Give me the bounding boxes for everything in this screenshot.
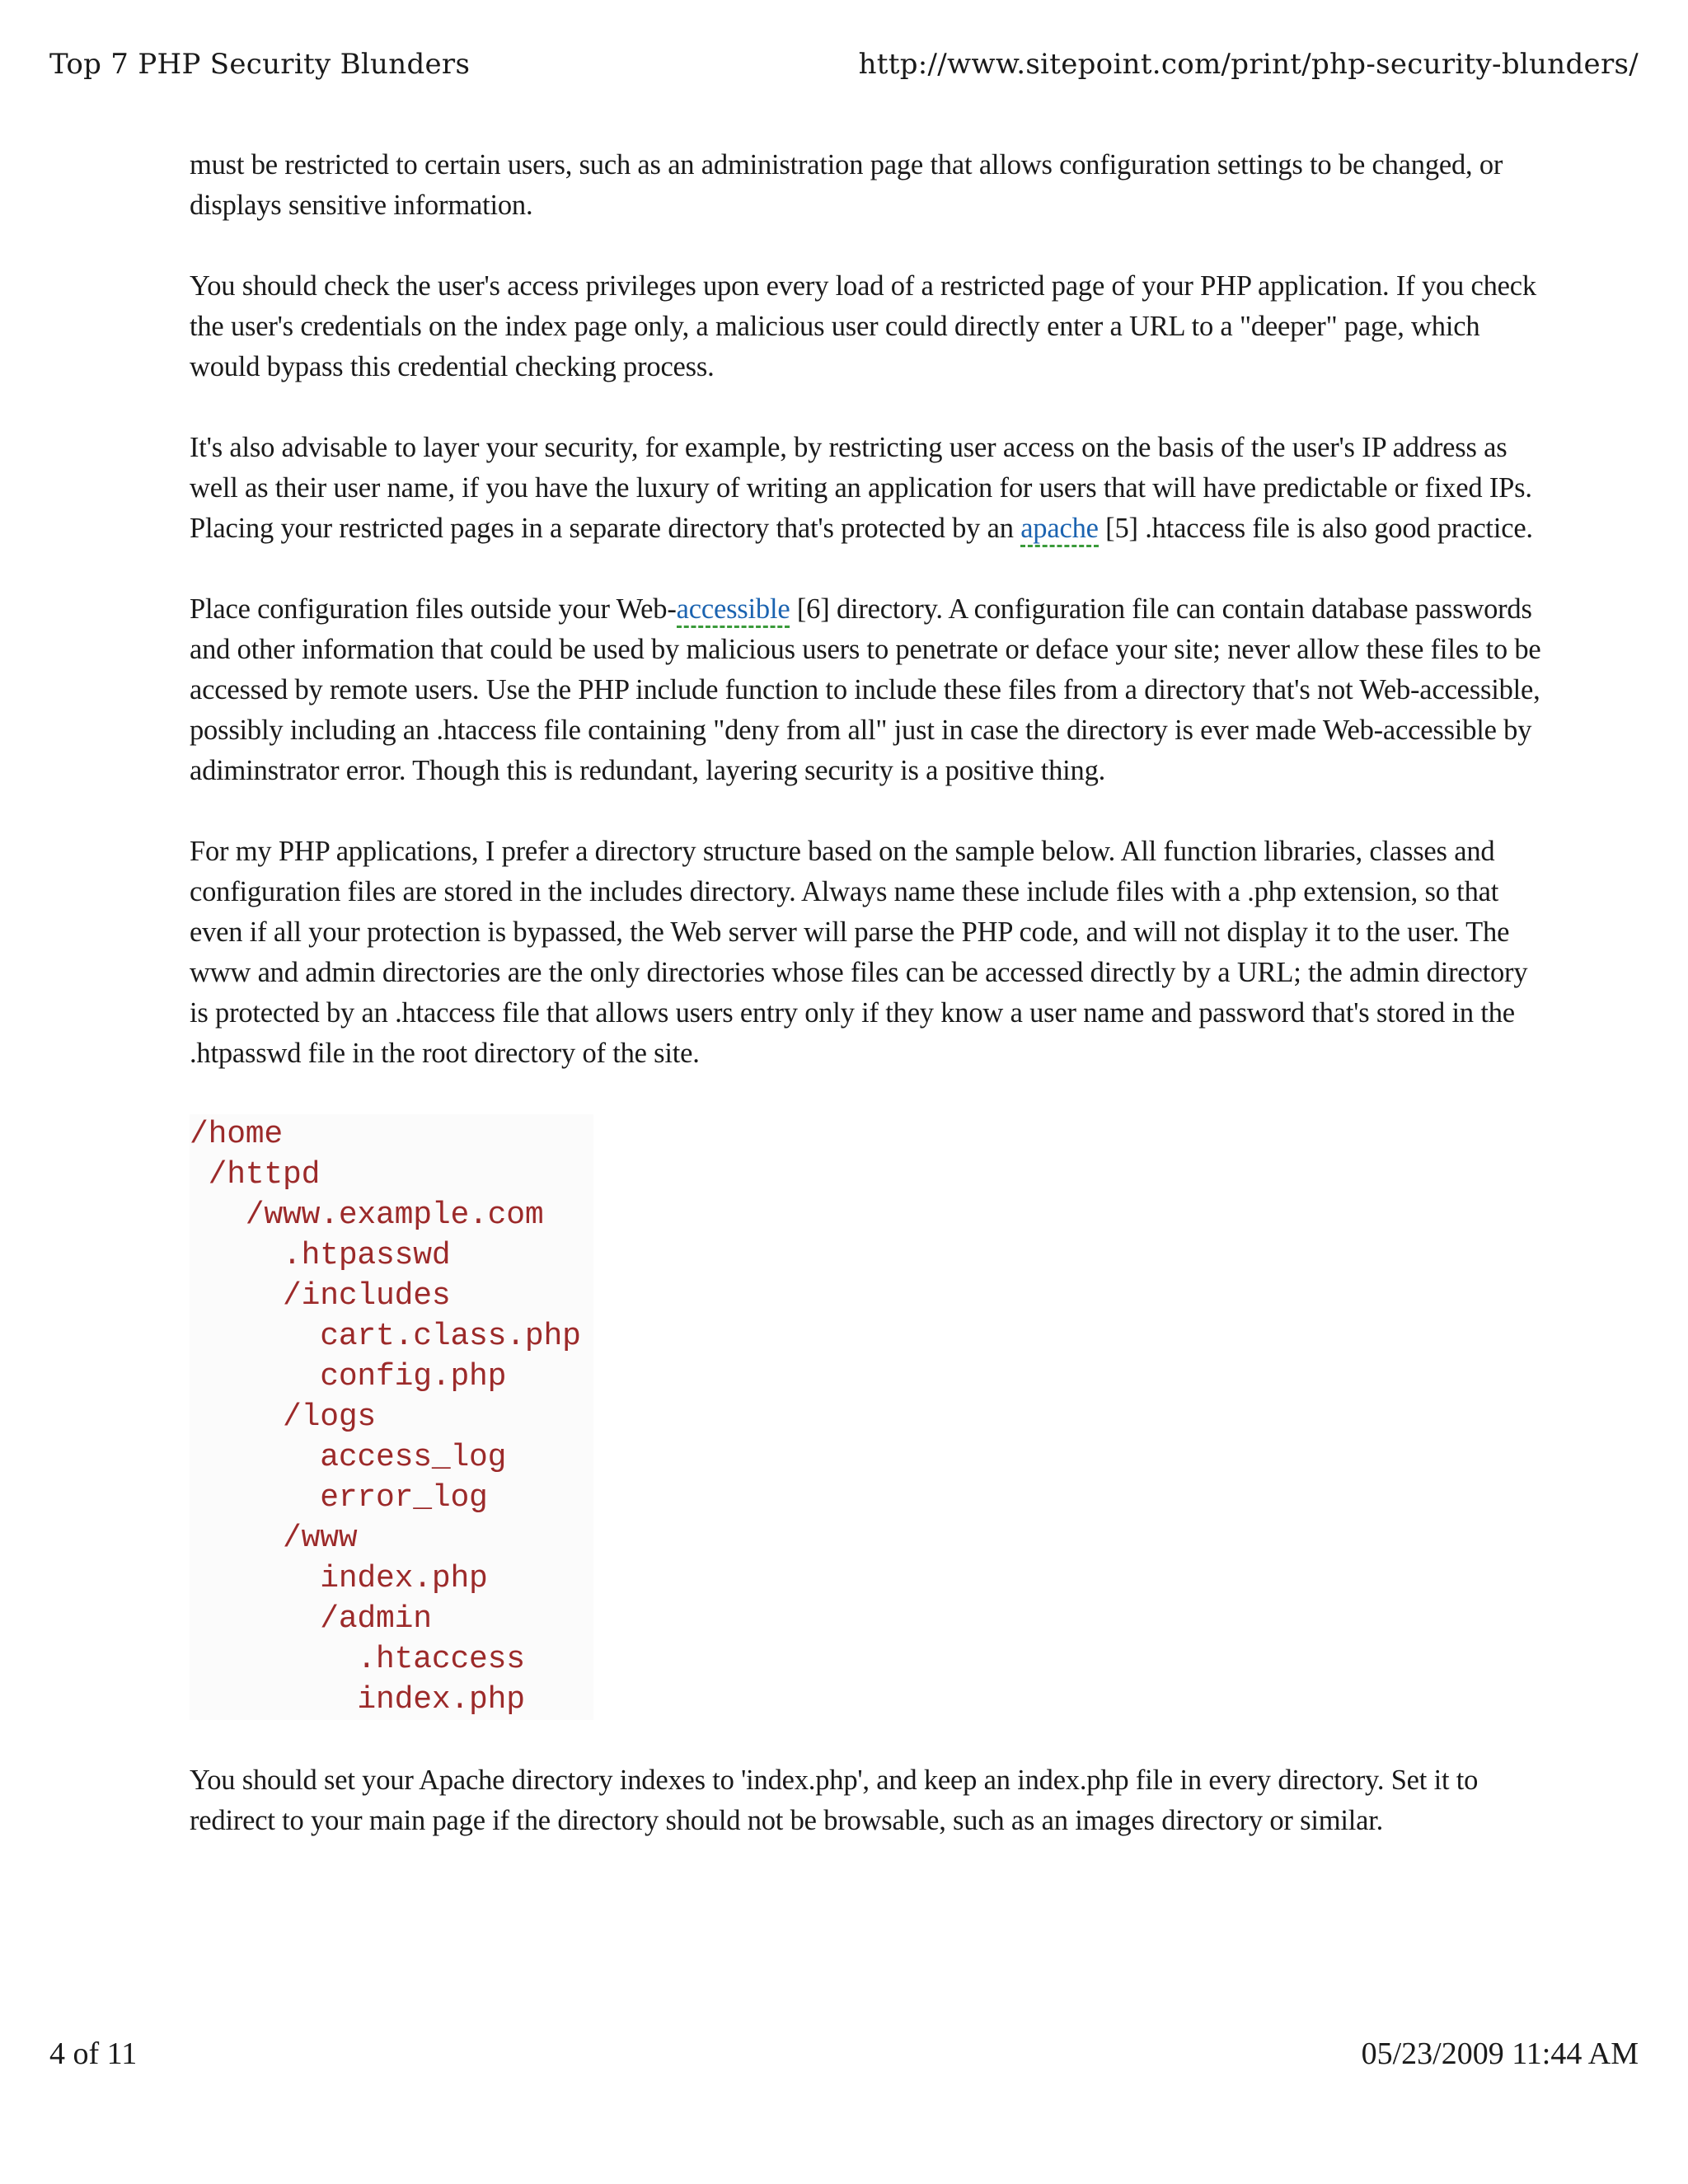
code-line: /includes [190,1278,451,1314]
code-line: error_log [190,1480,488,1516]
print-footer [49,2036,1639,2072]
code-line: /www [190,1521,358,1556]
paragraph-directory-indexes: You should set your Apache directory indexes to 'index.php', and keep an index.php file in every directory. Set it to redirect to your main page if the directory should not be browsable, such as an images directory or similar. [190,1765,1479,1836]
paragraph-text: [6] directory. A configuration file can contain database passwords and other information that could be used by malicious users to penetrate or deface your site; never allow these files to be accessed by remote users. Use the PHP include function to include these files from a directory that's not Web-accessible, possibly including an .htaccess file containing "deny from all" just in case the directory is ever made Web-accessible by adiminstrator error. Though this is redundant, layering security is a positive thing. [190,593,1541,786]
paragraph-check-privileges: You should check the user's access privileges upon every load of a restricted page of your PHP application. If you check the user's credentials on the index page only, a malicious user could directly enter a URL to a "deeper" page, which would bypass this credential checking process. [190,270,1536,382]
paragraph-directory-structure: For my PHP applications, I prefer a directory structure based on the sample below. All function libraries, classes and configuration files are stored in the includes directory. Always name these include files with a .php extension, so that even if all your protection is bypassed, the Web server will parse the PHP code, and will not display it to the user. The www and admin directories are the only directories whose files can be accessed directly by a URL; the admin directory is protected by an .htaccess file that allows users entry only if they know a user name and password that's stored in the .htpasswd file in the root directory of the site. [190,836,1528,1069]
code-line: config.php [190,1359,507,1394]
code-line: /logs [190,1399,377,1435]
code-line: .htaccess [190,1642,525,1677]
paragraph-config-files [190,589,1541,791]
directory-tree-code [190,1114,1541,1720]
paragraph-text: Place configuration files outside your Web- [190,593,677,625]
code-line: .htpasswd [190,1238,451,1273]
code-line: /home [190,1117,284,1152]
code-line: cart.class.php [190,1319,581,1354]
article-body [190,145,1541,1841]
paragraph-restricted-users: must be restricted to certain users, such as an administration page that allows configuration settings to be changed, or displays sensitive information. [190,149,1503,221]
page-number: 4 of 11 [49,2036,138,2071]
paragraph-layer-security [190,428,1541,549]
apache-link[interactable]: apache [1020,513,1099,547]
code-line: /www.example.com [190,1197,544,1233]
print-datetime: 05/23/2009 11:44 AM [1361,2036,1639,2071]
accessible-link[interactable]: accessible [677,593,790,628]
page-title: Top 7 PHP Security Blunders [49,48,471,81]
paragraph-text: It's also advisable to layer your security, for example, by restricting user access on the basis of the user's IP address as well as their user name, if you have the luxury of writing an application for users that will have predictable or fixed IPs. Placing your restricted pages in a separate directory that's protected by an [190,432,1532,544]
code-line: index.php [190,1682,525,1718]
code-line: index.php [190,1561,488,1596]
code-line: /admin [190,1601,432,1637]
paragraph-text: [5] .htaccess file is also good practice. [1098,513,1533,544]
code-line: /httpd [190,1157,321,1193]
print-header [49,48,1639,81]
page-url: http://www.sitepoint.com/print/php-security-blunders/ [858,48,1639,81]
code-line: access_log [190,1440,507,1475]
